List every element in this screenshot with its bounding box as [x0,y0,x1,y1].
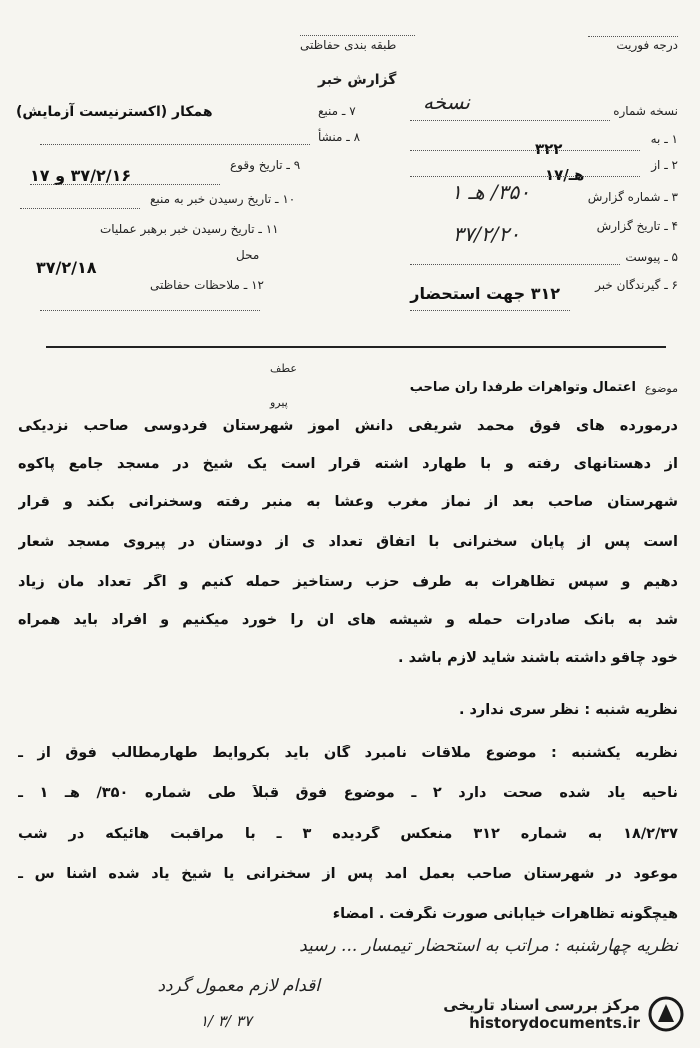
copy-number-dots [410,120,610,121]
event-date-dots [30,184,220,185]
from-label: ۲ ـ از [651,158,678,172]
to-value: ۳۲۲ [535,140,563,158]
report-number-value: ۳۵۰/ هـ ۱ [451,180,530,204]
recipients-label: ۶ ـ گیرندگان خبر [595,278,678,292]
ops-received-label: ۱۱ ـ تاریخ رسیدن خبر برهبر عملیات [100,222,279,236]
watermark-text-fa: مرکز بررسی اسناد تاریخی [443,996,640,1014]
source-received-label: ۱۰ ـ تاریخ رسیدن خبر به منبع [150,192,296,206]
classification-label: طبقه بندی حفاظتی [300,38,397,52]
body-line: است پس از پایان سخنرانی با اتفاق تعداد ی از دوستان در پیروی مسجد شعار [18,534,678,550]
from-value: ۱۷/هـ [545,166,585,184]
report-title: گزارش خبر [318,72,397,88]
handwritten-note-2: اقدام لازم معمول گردد [157,976,320,996]
watermark-text-en: historydocuments.ir [469,1014,640,1032]
report-number-label: ۳ ـ شماره گزارش [587,190,678,204]
report-date-value: ۳۷/۲/۲۰ [452,222,520,246]
source-value: همکار (اکسترنیست آزمایش) [16,104,213,120]
handwritten-note: نظریه چهارشنبه : مراتب به استحضار تیمسار ... رسید [299,936,678,956]
header-separator [46,346,666,348]
notes-dots [40,310,260,311]
classification-dots [300,35,415,36]
place-label: محل [236,248,260,262]
comment-line: نظریه یکشنبه : موضوع ملاقات نامبرد گان باید بکروایط طهارمطالب فوق از ـ [18,745,678,761]
body-line: شهرستان صاحب بعد از نماز مغرب وعشا به منبر رفته وسخنرانی بکند و قرار [18,494,678,510]
event-date-label: ۹ ـ تاریخ وقوع [230,158,301,172]
body-line: دهیم و سپس تظاهرات به طرف حزب رستاخیز حمله کنیم و اگر تعداد مان زیاد [18,574,678,590]
comment-line: هیچگونه تظاهرات خیابانی صورت نگرفت . امضاء [332,906,678,922]
copy-number-label: نسخه شماره [613,104,678,118]
report-date-label: ۴ ـ تاریخ گزارش [596,219,678,233]
body-line: درمورده های فوق محمد شریفی دانش آموز شهرستان فردوسی صاحب نزدیکی [18,418,678,434]
body-line: خود چاقو داشته باشند شاید لازم باشد . [398,650,678,666]
source-label: ۷ ـ منبع [318,104,356,118]
assessment-text: نظریه شنبه : نظر سری ندارد . [458,702,678,718]
urgency-dots [588,36,678,37]
subject-annotation-top: عطف [270,362,297,375]
urgency-label: درجه فوریت [616,38,678,52]
subject-annotation-bottom: پیرو [270,396,288,409]
body-line: از دهستانهای رفته و با طهارد اشته قرار است یک شیخ در مسجد جامع پاکوه [18,456,678,472]
ops-received-value: ۳۷/۲/۱۸ [36,258,97,277]
body-line: شد به بانک صادرات حمله و شیشه های آن را خورد میکنیم و افراد باید همراه [18,612,678,628]
copy-number-value: نسخه [422,90,470,114]
origin-dots [40,144,310,145]
attachment-dots [410,264,620,265]
comment-line: ۱۸/۲/۳۷ به شماره ۳۱۲ منعکس گردیده ۳ ـ با مراقبت هائیکه در شب [18,826,678,842]
origin-label: ۸ ـ منشأ [318,130,361,144]
comment-line: ناحیه یاد شده صحت دارد ۲ ـ موضوع فوق قبلاً طی شماره ۳۵۰/ هـ ۱ ـ [18,785,678,801]
subject-label: موضوع [644,382,678,395]
from-dots [410,176,640,177]
source-received-dots [20,208,140,209]
attachment-label: ۵ ـ پیوست [625,250,678,264]
event-date-value: ۳۷/۲/۱۶ و ۱۷ [30,166,132,185]
comment-line: موعود در شهرستان صاحب بعمل آمد پس از سخنرانی یا شیخ یاد شده اشنا س ـ [18,866,678,882]
archive-logo-icon [648,996,684,1032]
notes-label: ۱۲ ـ ملاحظات حفاظتی [150,278,264,292]
to-dots [410,150,640,151]
recipients-value: ۳۱۲ جهت استحضار [410,284,560,303]
subject-text: اعتمال وتواهرات طرفدا ران صاحب [409,380,636,395]
archive-watermark [443,996,640,1032]
recipients-dots [410,310,570,311]
handwritten-date: ۱/ ۳/ ۳۷ [200,1012,252,1030]
to-label: ۱ ـ به [650,132,678,146]
